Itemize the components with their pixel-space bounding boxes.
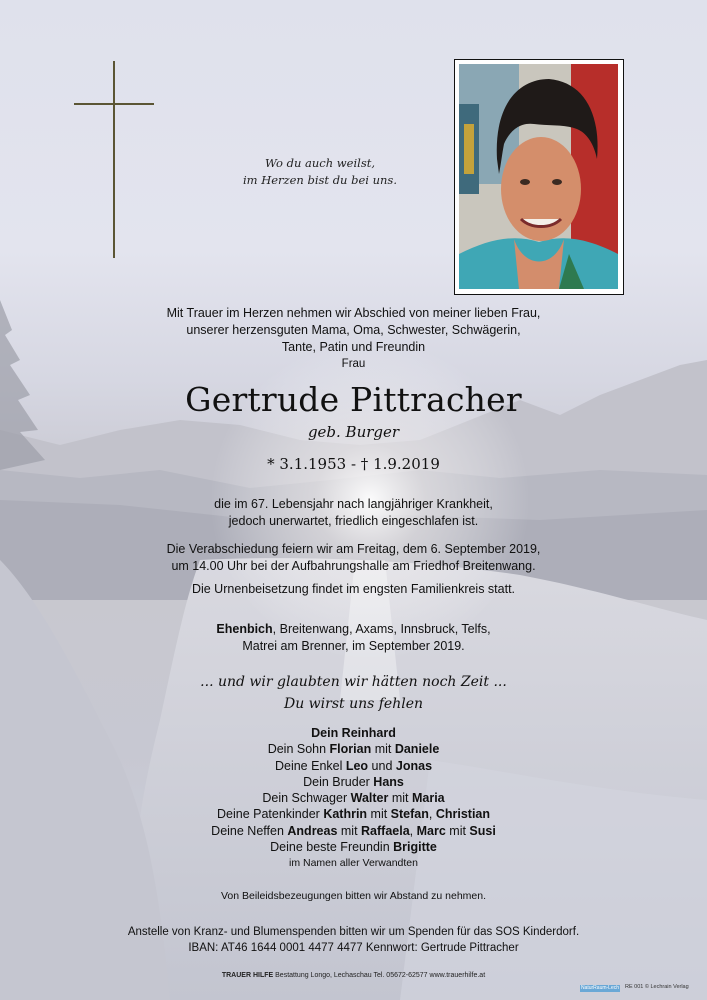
condolence-note: Von Beileidsbezeugungen bitten wir Abstand zu nehmen.: [220, 890, 487, 902]
birth-name: geb. Burger: [307, 423, 400, 441]
latin-cross-icon: [113, 61, 115, 258]
place-rest: , Breitenwang, Axams, Innsbruck, Telfs,: [272, 622, 491, 636]
intro-text: [0, 305, 707, 356]
life-dates: * 3.1.1953 - † 1.9.2019: [267, 455, 440, 473]
place-bold: Ehenbich: [216, 622, 273, 636]
family-name: Marc: [416, 823, 446, 838]
family-name: Susi: [469, 823, 496, 838]
family-name: Daniele: [394, 742, 440, 757]
urn-burial-text: Die Urnenbeisetzung findet im engsten Familienkreis statt.: [191, 582, 516, 596]
family-name: Stefan: [390, 807, 429, 822]
farewell-line: Die Verabschiedung feiern wir am Freitag, dem 6. September 2019,: [166, 542, 541, 556]
donation-line: IBAN: AT46 1644 0001 4477 4477 Kennwort: Gertrude Pittracher: [188, 942, 519, 954]
copyright: RE 001 © Lechrain Verlag: [625, 984, 689, 990]
family-name: Walter: [350, 791, 389, 806]
family-name: Raffaela: [361, 823, 410, 838]
donation-note: [0, 924, 707, 956]
place-line: [0, 621, 707, 638]
family-relation: mit: [445, 823, 470, 838]
footer-brand: TRAUER HILFE: [221, 972, 274, 979]
farewell-line: um 14.00 Uhr bei der Aufbahrungshalle am Friedhof Breitenwang.: [171, 559, 536, 573]
portrait-photo: [454, 59, 624, 295]
family-member-line: [0, 725, 707, 741]
deceased-name: Gertrude Pittracher: [185, 380, 522, 419]
family-relation: Deine Neffen: [211, 823, 288, 838]
family-name: Dein Reinhard: [311, 726, 396, 740]
family-relation: Dein Sohn: [267, 742, 330, 757]
family-relation: mit: [371, 742, 395, 757]
family-relation: Dein Schwager: [262, 791, 351, 806]
family-name: Kathrin: [323, 807, 368, 822]
intro-line: Tante, Patin und Freundin: [281, 340, 426, 354]
portrait-image: [459, 64, 618, 289]
family-member-line: [0, 758, 707, 774]
place-date: [0, 621, 707, 655]
family-relation: mit: [337, 823, 362, 838]
family-member-line: [0, 790, 707, 806]
family-relation: mit: [388, 791, 412, 806]
family-relation: mit: [367, 807, 391, 822]
farewell-text: [0, 541, 707, 575]
verse-line: ... und wir glaubten wir hätten noch Zeit ...: [200, 674, 507, 690]
cross-bar: [74, 103, 154, 105]
salutation: Frau: [341, 358, 366, 370]
passing-line: die im 67. Lebensjahr nach langjähriger Krankheit,: [214, 497, 493, 511]
family-relation: und: [368, 758, 396, 773]
donation-line: Anstelle von Kranz- und Blumenspenden bitten wir um Spenden für das SOS Kinderdorf.: [127, 926, 580, 938]
family-name: Maria: [411, 791, 445, 806]
family-name: Hans: [373, 774, 404, 789]
family-name: Florian: [329, 742, 372, 757]
family-relation: ,: [428, 807, 436, 822]
family-relation: Deine beste Freundin: [270, 840, 394, 855]
family-footer: im Namen aller Verwandten: [289, 857, 418, 870]
quote-line: im Herzen bist du bei uns.: [242, 173, 397, 187]
family-name: Leo: [345, 758, 369, 773]
footer-text: Bestattung Longo, Lechaschau Tel. 05672-62577 www.trauerhilfe.at: [273, 972, 486, 979]
family-relation: ,: [409, 823, 417, 838]
family-relation: Deine Patenkinder: [216, 807, 324, 822]
family-name: Christian: [435, 807, 491, 822]
verse: [0, 671, 707, 715]
intro-line: Mit Trauer im Herzen nehmen wir Abschied von meiner lieben Frau,: [166, 306, 541, 320]
family-member-line: [0, 741, 707, 757]
funeral-home-footer: [0, 972, 707, 979]
family-member-line: [0, 806, 707, 822]
family-relation: Deine Enkel: [274, 758, 346, 773]
intro-line: unserer herzensguten Mama, Oma, Schwester, Schwägerin,: [186, 323, 521, 337]
family-member-line: [0, 823, 707, 839]
place-line: Matrei am Brenner, im September 2019.: [242, 639, 465, 653]
family-member-line: [0, 774, 707, 790]
family-member-line: [0, 839, 707, 855]
verse-line: Du wirst uns fehlen: [283, 696, 424, 712]
memorial-quote: [220, 155, 420, 189]
family-name: Brigitte: [393, 840, 437, 855]
passing-text: [0, 496, 707, 530]
naturraum-badge: NaturRaum-Lech: [580, 985, 620, 991]
quote-line: Wo du auch weilst,: [265, 156, 375, 170]
family-name: Jonas: [395, 758, 433, 773]
family-list: [0, 725, 707, 872]
passing-line: jedoch unerwartet, friedlich eingeschlafen ist.: [228, 514, 479, 528]
family-relation: Dein Bruder: [303, 774, 374, 789]
family-name: Andreas: [287, 823, 338, 838]
